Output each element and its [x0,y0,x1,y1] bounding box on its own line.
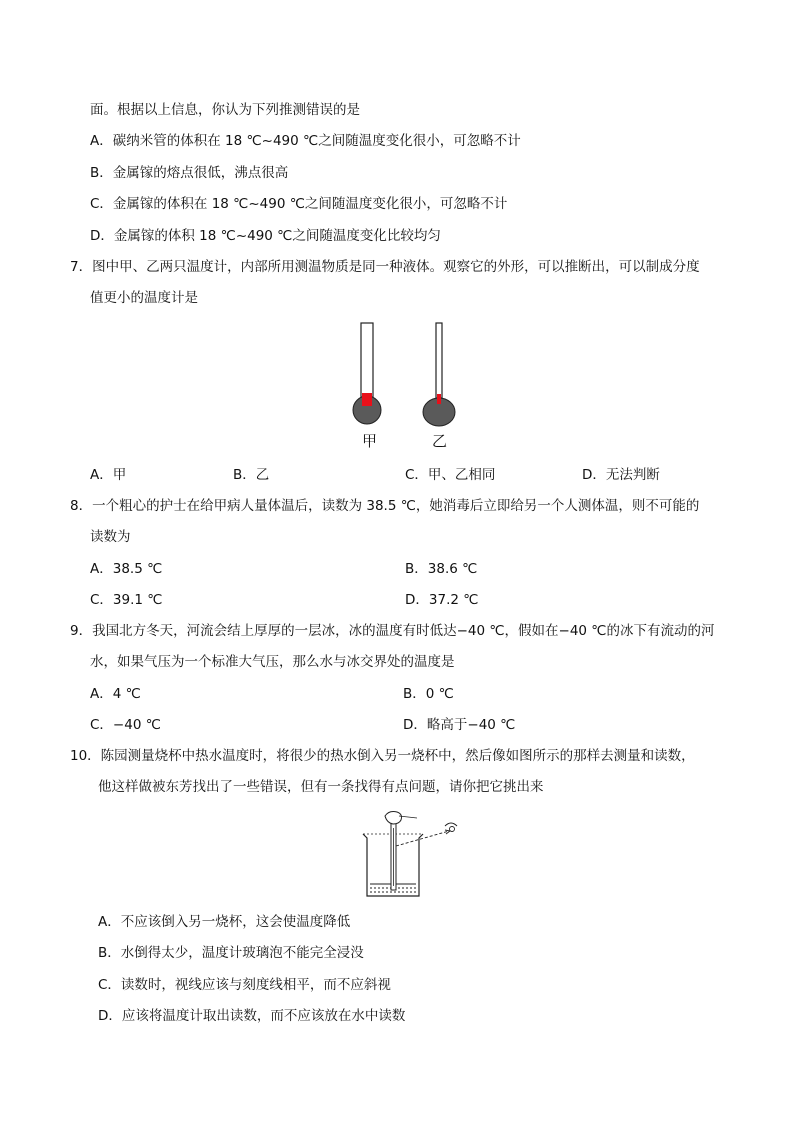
q7-option-d[interactable]: D．无法判断 [582,467,660,483]
thermometer-jia-liquid [362,393,372,406]
q6-option-c[interactable]: C．金属镓的体积在 18 ℃~490 ℃之间随温度变化很小，可忽略不计 [90,196,508,212]
label-yi: 乙 [432,432,448,450]
q9-stem-line1: 9．我国北方冬天，河流会结上厚厚的一层冰，冰的温度有时低达−40 ℃，假如在−40 ℃的冰下有流动的河 [70,623,715,639]
q6-option-b[interactable]: B．金属镓的熔点很低，沸点很高 [90,165,289,181]
q6-stem-tail: 面。根据以上信息，你认为下列推测错误的是 [90,102,360,118]
q8-stem-line1: 8．一个粗心的护士在给甲病人量体温后，读数为 38.5 ℃，她消毒后立即给另一个人测体温，则不可能的 [70,498,700,514]
q9-option-a[interactable]: A．4 ℃ [90,686,141,702]
q9-stem-line2: 水，如果气压为一个标准大气压，那么水与冰交界处的温度是 [90,654,455,670]
q10-stem-line2: 他这样做被东芳找出了一些错误，但有一条找得有点问题，请你把它挑出来 [98,779,544,795]
q6-option-a[interactable]: A．碳纳米管的体积在 18 ℃~490 ℃之间随温度变化很小，可忽略不计 [90,133,521,149]
hand [385,812,402,825]
q6-option-d[interactable]: D．金属镓的体积 18 ℃~490 ℃之间随温度变化比较均匀 [90,228,441,244]
q8-option-b[interactable]: B．38.6 ℃ [405,561,478,577]
q10-beaker-figure [355,808,470,902]
q7-option-b[interactable]: B．乙 [233,467,270,483]
sight-line [396,831,449,846]
label-jia: 甲 [362,432,378,450]
q7-stem-line2: 值更小的温度计是 [90,290,198,306]
q7-stem-line1: 7．图中甲、乙两只温度计，内部所用测温物质是同一种液体。观察它的外形，可以推断出，可以制成分度 [70,259,700,275]
thermometer-yi-liquid [437,394,441,404]
q10-option-a[interactable]: A．不应该倒入另一烧杯，这会使温度降低 [98,914,351,930]
q10-option-d[interactable]: D．应该将温度计取出读数，而不应该放在水中读数 [98,1008,406,1024]
q8-option-c[interactable]: C．39.1 ℃ [90,592,163,608]
q8-stem-line2: 读数为 [90,529,131,545]
thermometer-jia-tube [361,323,373,398]
q10-option-b[interactable]: B．水倒得太少，温度计玻璃泡不能完全浸没 [98,945,364,961]
q8-option-d[interactable]: D．37.2 ℃ [405,592,479,608]
q7-option-a[interactable]: A．甲 [90,467,127,483]
q8-option-a[interactable]: A．38.5 ℃ [90,561,163,577]
q9-option-d[interactable]: D．略高于−40 ℃ [403,717,516,733]
q10-stem-line1: 10．陈园测量烧杯中热水温度时，将很少的热水倒入另一烧杯中，然后像如图所示的那样去测量和读数， [70,748,695,764]
q9-option-c[interactable]: C．−40 ℃ [90,717,161,733]
q7-thermometers-figure [340,318,470,454]
thermometer-yi-tube [436,323,442,398]
q9-option-b[interactable]: B．0 ℃ [403,686,454,702]
eye [445,823,457,826]
q7-option-c[interactable]: C．甲、乙相同 [405,467,496,483]
q10-option-c[interactable]: C．读数时，视线应该与刻度线相平，而不应斜视 [98,977,391,993]
